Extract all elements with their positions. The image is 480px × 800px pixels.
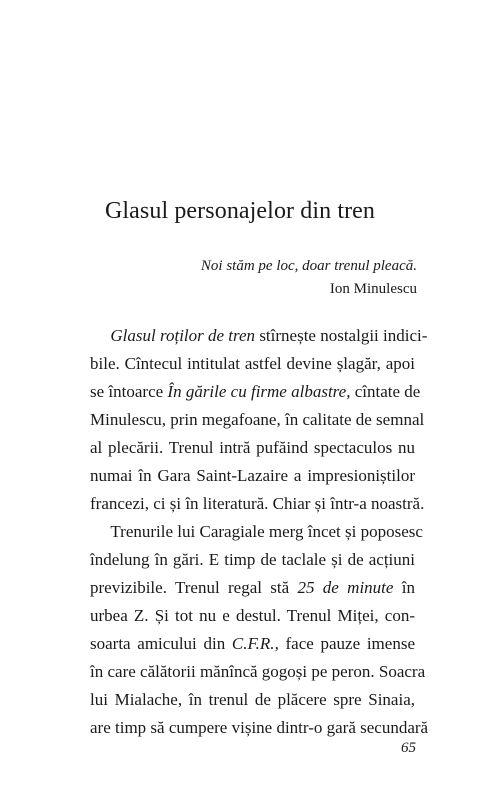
page-number: 65 (401, 740, 416, 756)
paragraph-line: urbea Z. Și tot nu e destul. Trenul Miței, con- (90, 606, 415, 625)
paragraph-line: bile. Cîntecul intitulat astfel devine șlagăr, apoi (90, 354, 415, 373)
italic-text: În gările cu firme albastre, (167, 382, 351, 401)
text-run: cîntate de (350, 382, 421, 401)
epigraph (201, 255, 417, 301)
paragraph-line: numai în Gara Saint-Lazaire a impresioniștilor (90, 466, 415, 485)
epigraph-author: Ion Minulescu (329, 281, 417, 297)
paragraph-line (90, 322, 428, 350)
paragraph-line: are timp să cumpere vișine dintr-o gară secundară (90, 718, 429, 737)
paragraph-line (90, 574, 415, 602)
italic-text: C.F.R. (231, 634, 275, 653)
italic-text: 25 de minute (297, 578, 394, 597)
epigraph-quote: Noi stăm pe loc, doar trenul pleacă. (200, 258, 417, 274)
paragraph-line (90, 378, 421, 406)
italic-text: Glasul roților de tren (110, 326, 256, 345)
body-text (90, 322, 429, 742)
text-run: în (393, 578, 415, 597)
paragraph-line: Trenurile lui Caragiale merg încet și poposesc (110, 522, 423, 541)
paragraph-line: îndelung în gări. E timp de taclale și de acțiuni (90, 550, 415, 569)
text-run: , face pauze imense (274, 634, 415, 653)
paragraph-line: Minulescu, prin megafoane, în calitate de semnal (90, 410, 425, 429)
paragraph-line: lui Mialache, în trenul de plăcere spre Sinaia, (90, 690, 415, 709)
paragraph-line: francezi, ci și în literatură. Chiar și într-a noastră. (90, 494, 425, 513)
text-run: soarta amicului din (90, 634, 232, 653)
paragraph-line: în care călătorii mănîncă gogoși pe peron. Soacra (90, 662, 426, 681)
paragraph-line: al plecării. Trenul intră pufăind spectaculos nu (90, 438, 415, 457)
text-run: stîrnește nostalgii indici- (255, 326, 428, 345)
text-run: previzibile. Trenul regal stă (90, 578, 298, 597)
paragraph-line (90, 630, 415, 658)
text-run: se întoarce (90, 382, 168, 401)
chapter-title: Glasul personajelor din tren (104, 198, 376, 224)
